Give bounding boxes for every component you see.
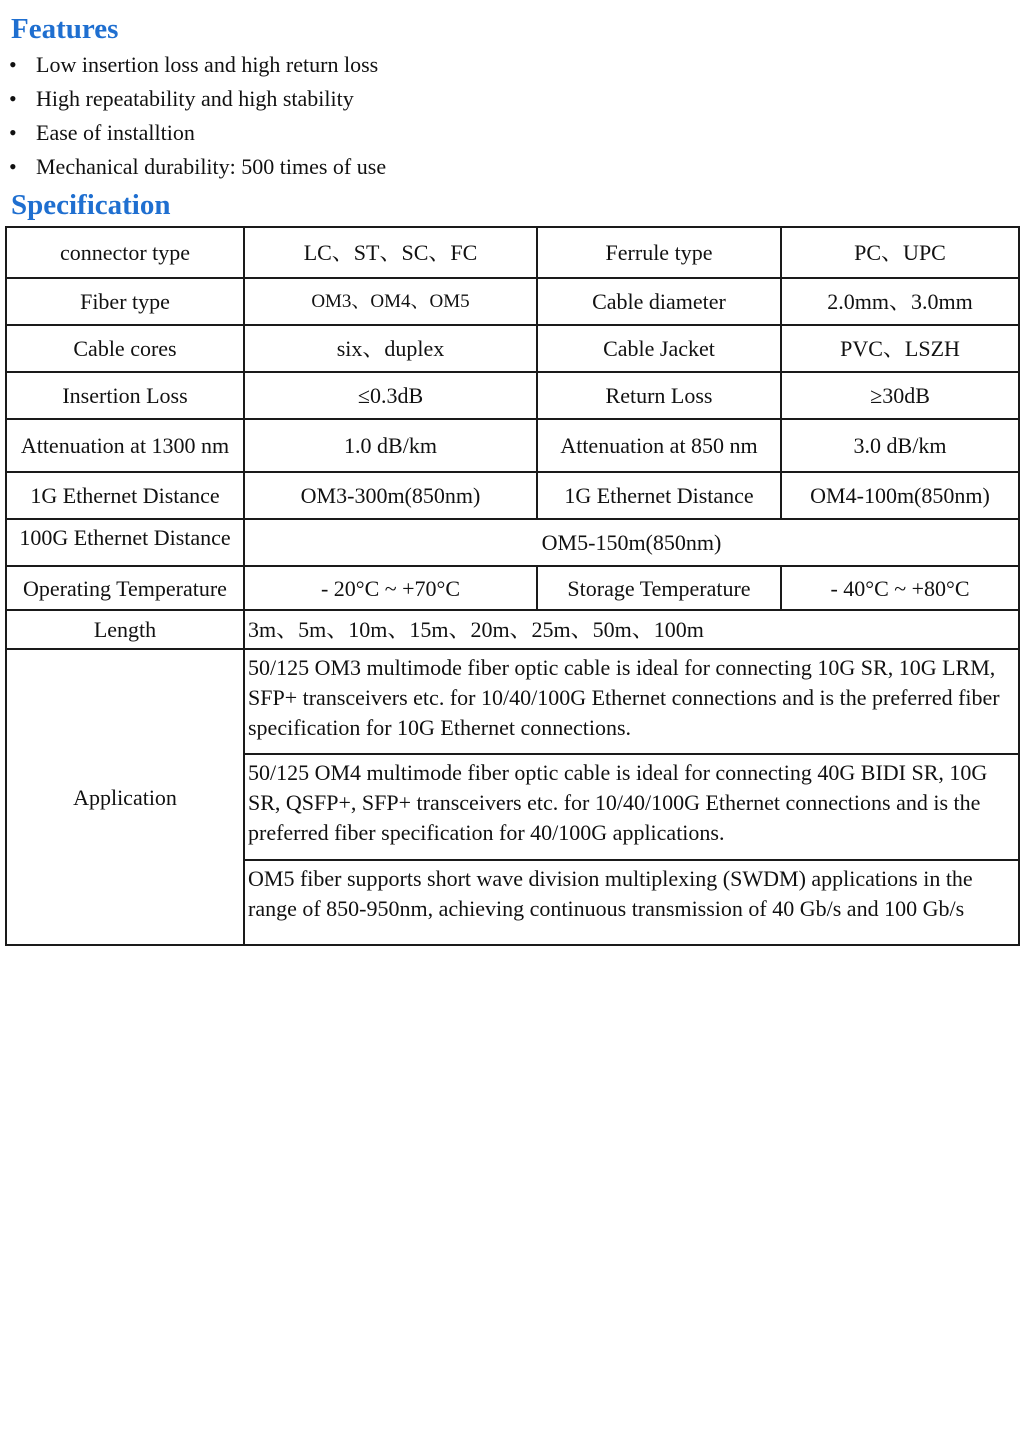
spec-label: 1G Ethernet Distance (537, 472, 781, 519)
features-heading: Features (11, 13, 119, 45)
list-item (9, 116, 386, 150)
spec-value: 3.0 dB/km (781, 419, 1019, 472)
spec-label: Fiber type (6, 278, 244, 325)
table-row (6, 325, 1019, 372)
table-row (6, 472, 1019, 519)
bullet-icon: • (9, 120, 17, 145)
list-item (9, 48, 386, 82)
application-paragraph: OM5 fiber supports short wave division multiplexing (SWDM) applications in the range of 850-950nm, achieving continuous transmission of 40 Gb/s and 100 Gb/s (244, 860, 1019, 945)
spec-value: PC、UPC (781, 227, 1019, 278)
spec-value: 2.0mm、3.0mm (781, 278, 1019, 325)
feature-text: Low insertion loss and high return loss (36, 52, 379, 77)
application-paragraph: 50/125 OM4 multimode fiber optic cable is ideal for connecting 40G BIDI SR, 10G SR, QSFP+, SFP+ transceivers etc. for 10/40/100G Ethernet connections and is the preferred fiber specification for 40/100G applications. (244, 754, 1019, 860)
bullet-icon: • (9, 86, 17, 111)
features-list (9, 48, 386, 184)
spec-value: 1.0 dB/km (244, 419, 537, 472)
specification-table (5, 226, 1020, 946)
table-row (6, 227, 1019, 278)
bullet-icon: • (9, 154, 17, 179)
spec-label: 1G Ethernet Distance (6, 472, 244, 519)
feature-text: High repeatability and high stability (36, 86, 354, 111)
spec-label: Cable diameter (537, 278, 781, 325)
spec-value: six、duplex (244, 325, 537, 372)
feature-text: Ease of installtion (36, 120, 195, 145)
spec-label: Cable cores (6, 325, 244, 372)
spec-value: LC、ST、SC、FC (244, 227, 537, 278)
table-row (6, 566, 1019, 610)
spec-value: - 20°C ~ +70°C (244, 566, 537, 610)
table-row (6, 610, 1019, 649)
table-row (6, 519, 1019, 566)
spec-value: PVC、LSZH (781, 325, 1019, 372)
spec-label: Attenuation at 850 nm (537, 419, 781, 472)
spec-label: Application (6, 649, 244, 945)
bullet-icon: • (9, 52, 17, 77)
feature-text: Mechanical durability: 500 times of use (36, 154, 387, 179)
spec-value: ≥30dB (781, 372, 1019, 419)
spec-label: connector type (6, 227, 244, 278)
spec-label: Ferrule type (537, 227, 781, 278)
table-row (6, 419, 1019, 472)
spec-label-text: 100G Ethernet Distance (19, 524, 231, 550)
spec-value: OM4-100m(850nm) (781, 472, 1019, 519)
spec-value: OM5-150m(850nm) (244, 519, 1019, 566)
table-row (6, 278, 1019, 325)
table-row (6, 372, 1019, 419)
table-row (6, 649, 1019, 754)
spec-label: Cable Jacket (537, 325, 781, 372)
spec-value: 3m、5m、10m、15m、20m、25m、50m、100m (244, 610, 1019, 649)
spec-label (6, 519, 244, 566)
spec-value: ≤0.3dB (244, 372, 537, 419)
application-paragraph: 50/125 OM3 multimode fiber optic cable is ideal for connecting 10G SR, 10G LRM, SFP+ transceivers etc. for 10/40/100G Ethernet connections and is the preferred fiber specification for 10G Ethernet connections. (244, 649, 1019, 754)
spec-label: Length (6, 610, 244, 649)
spec-value: OM3-300m(850nm) (244, 472, 537, 519)
list-item (9, 82, 386, 116)
spec-value: OM3、OM4、OM5 (244, 278, 537, 325)
spec-value: - 40°C ~ +80°C (781, 566, 1019, 610)
spec-label: Return Loss (537, 372, 781, 419)
specification-heading: Specification (11, 189, 171, 221)
spec-label: Insertion Loss (6, 372, 244, 419)
spec-label: Operating Temperature (6, 566, 244, 610)
list-item (9, 150, 386, 184)
spec-label: Storage Temperature (537, 566, 781, 610)
spec-label: Attenuation at 1300 nm (6, 419, 244, 472)
